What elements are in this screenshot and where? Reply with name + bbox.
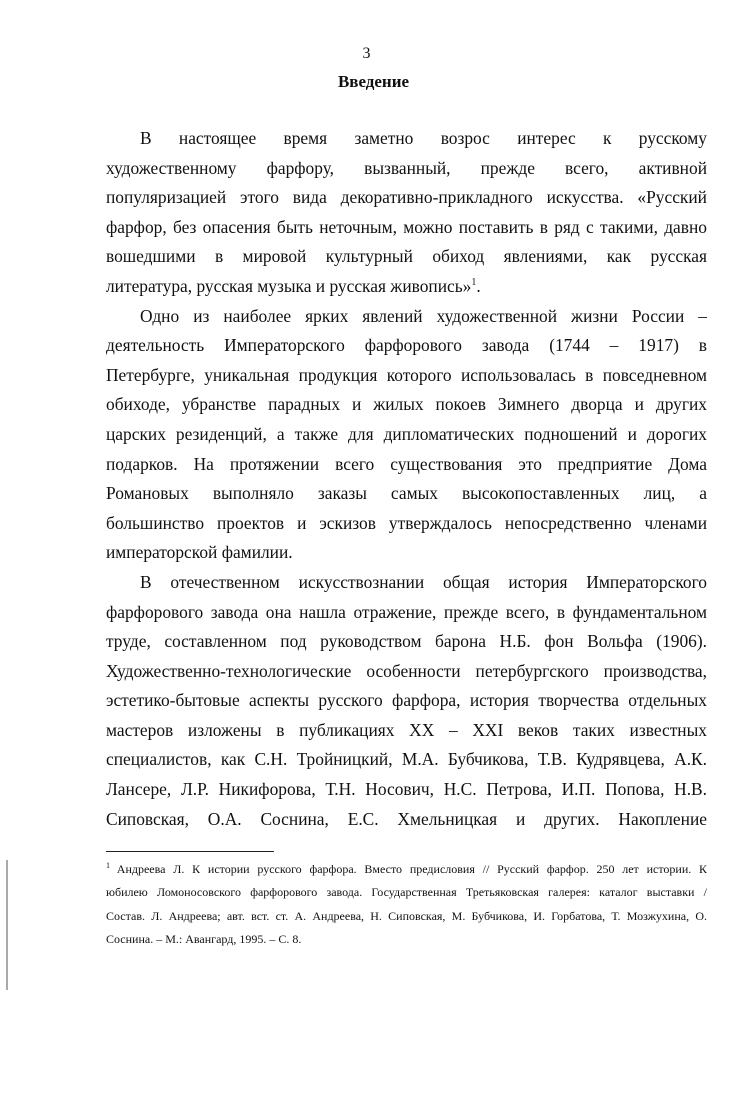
text-line: Романовых выполняло заказы самых высокопоставленных лиц, а bbox=[106, 483, 707, 504]
text-line: Лансере, Л.Р. Никифорова, Т.Н. Носович, Н.С. Петрова, И.П. Попова, Н.В. bbox=[106, 779, 707, 800]
text-line: вошедшими в мировой культурный обиход явлениями, как русская bbox=[106, 246, 707, 267]
text-line: художественному фарфору, вызванный, прежде всего, активной bbox=[106, 157, 707, 178]
text-line: труде, составленном под руководством барона Н.Б. фон Вольфа (1906). bbox=[106, 631, 707, 652]
text-line: императорской фамилии. bbox=[106, 542, 293, 563]
paragraph bbox=[106, 568, 707, 834]
footnote bbox=[106, 858, 707, 952]
footnote-line: Состав. Л. Андреева; авт. вст. ст. А. Андреева, Н. Сиповская, М. Бубчикова, И. Горбатова, Т. Мозжухина, О. bbox=[106, 908, 707, 923]
text-line: популяризацией этого вида декоративно-прикладного искусства. «Русский bbox=[106, 187, 707, 208]
text-line: фарфор, без опасения быть неточным, можно поставить в ряд с такими, давно bbox=[106, 216, 707, 237]
paragraph bbox=[106, 124, 707, 302]
text-line: Художественно-технологические особенности петербургского производства, bbox=[106, 660, 707, 681]
text-line: В настоящее время заметно возрос интерес к русскому bbox=[140, 128, 707, 148]
text-line: специалистов, как С.Н. Тройницкий, М.А. Бубчикова, Т.В. Кудрявцева, А.К. bbox=[106, 749, 707, 770]
text-line: фарфорового завода она нашла отражение, прежде всего, в фундаментальном bbox=[106, 601, 707, 622]
text-line: царских резиденций, а также для дипломатических подношений и дорогих bbox=[106, 423, 707, 444]
paragraph bbox=[106, 302, 707, 568]
footnote-number: 1 bbox=[106, 861, 117, 870]
text-line: Одно из наиболее ярких явлений художественной жизни России – bbox=[140, 305, 707, 326]
text-line: обиходе, убранстве парадных и жилых покоев Зимнего дворца и других bbox=[106, 394, 707, 415]
text-line: мастеров изложены в публикациях XX – XXI веков таких известных bbox=[106, 719, 707, 740]
section-title: Введение bbox=[337, 72, 410, 91]
text-line: литература, русская музыка и русская живопись»$^1$. bbox=[106, 275, 481, 296]
text-line: подарков. На протяжении всего существования это предприятие Дома bbox=[106, 453, 707, 474]
text-line: Петербурге, уникальная продукция которого использовалась в повседневном bbox=[106, 364, 707, 385]
text-line: В отечественном искусствознании общая история Императорского bbox=[140, 571, 707, 592]
footnote-line: юбилею Ломоносовского фарфорового завода. Государственная Третьяковская галерея: каталог выставки / bbox=[106, 885, 707, 900]
text-line: деятельность Императорского фарфорового завода (1744 – 1917) в bbox=[106, 335, 707, 356]
footnote-reference[interactable]: 1 bbox=[471, 277, 477, 289]
footnote-divider bbox=[106, 851, 274, 852]
footnote-line: $^1$ Андреева Л. К истории русского фарфора. Вместо предисловия // Русский фарфор. 250 лет истории. К bbox=[106, 861, 708, 876]
text-line: большинство проектов и эскизов утверждалось непосредственно членами bbox=[106, 512, 707, 533]
footnote-line: Соснина. – М.: Авангард, 1995. – С. 8. bbox=[106, 932, 302, 947]
scan-edge-artifact bbox=[6, 860, 8, 990]
text-line: Сиповская, О.А. Соснина, Е.С. Хмельницкая и других. Накопление bbox=[106, 808, 707, 829]
body-text bbox=[106, 124, 707, 834]
page-number: 3 bbox=[362, 45, 371, 62]
text-line: эстетико-бытовые аспекты русского фарфора, история творчества отдельных bbox=[106, 690, 707, 711]
